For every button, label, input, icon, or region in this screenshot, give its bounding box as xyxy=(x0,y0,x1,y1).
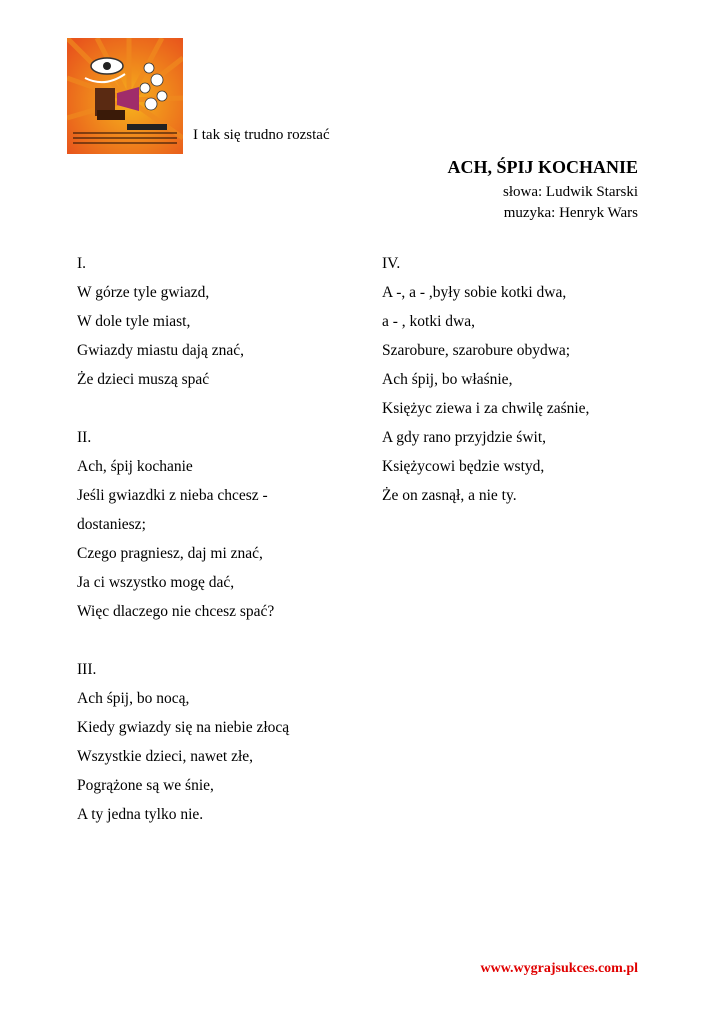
lyric-line: Gwiazdy miastu dają znać, xyxy=(77,342,244,359)
lyric-line: Kiedy gwiazdy się na niebie złocą xyxy=(77,719,290,736)
verse-label: II. xyxy=(77,429,92,446)
lyric-line: Więc dlaczego nie chcesz spać? xyxy=(77,603,275,620)
song-title: ACH, ŚPIJ KOCHANIE xyxy=(447,157,638,177)
verse-gap xyxy=(77,394,357,423)
lyric-line: dostaniesz; xyxy=(77,516,146,533)
lyric-line: A -, a - ,były sobie kotki dwa, xyxy=(382,284,567,301)
lyric-line: A ty jedna tylko nie. xyxy=(77,806,204,823)
lyric-line: A gdy rano przyjdzie świt, xyxy=(382,429,547,446)
lyric-line: W dole tyle miast, xyxy=(77,313,191,330)
footer-url[interactable]: www.wygrajsukces.com.pl xyxy=(480,961,638,976)
verse-label: IV. xyxy=(382,255,401,272)
album-title: I tak się trudno rozstać xyxy=(193,127,330,143)
lyric-line: Pogrążone są we śnie, xyxy=(77,777,214,794)
verse-label: III. xyxy=(77,661,97,678)
lyric-line: Że dzieci muszą spać xyxy=(77,371,210,388)
lyric-line: Księżycowi będzie wstyd, xyxy=(382,458,545,475)
lyric-line: Ach śpij, bo nocą, xyxy=(77,690,190,707)
lyric-line: Ach śpij, bo właśnie, xyxy=(382,371,513,388)
lyric-line: Ja ci wszystko mogę dać, xyxy=(77,574,235,591)
song-header xyxy=(447,157,638,224)
lyric-line: Że on zasnął, a nie ty. xyxy=(382,487,517,504)
lyric-line: Jeśli gwiazdki z nieba chcesz - xyxy=(77,487,268,504)
verse-gap xyxy=(77,626,357,655)
lyric-line: Księżyc ziewa i za chwilę zaśnie, xyxy=(382,400,590,417)
lyric-line: Ach, śpij kochanie xyxy=(77,458,193,475)
lyric-line: a - , kotki dwa, xyxy=(382,313,475,330)
lyrics-credit: słowa: Ludwik Starski xyxy=(503,184,638,200)
lyric-line: Szarobure, szarobure obydwa; xyxy=(382,342,571,359)
lyric-line: Wszystkie dzieci, nawet złe, xyxy=(77,748,254,765)
lyric-line: W górze tyle gwiazd, xyxy=(77,284,210,301)
music-credit: muzyka: Henryk Wars xyxy=(503,205,638,221)
verse-label: I. xyxy=(77,255,87,272)
lyrics-right-column xyxy=(382,249,682,510)
lyric-line: Czego pragniesz, daj mi znać, xyxy=(77,545,263,562)
album-cover xyxy=(67,38,183,154)
lyrics-left-column xyxy=(77,249,357,829)
album-cover-icon xyxy=(67,38,183,154)
